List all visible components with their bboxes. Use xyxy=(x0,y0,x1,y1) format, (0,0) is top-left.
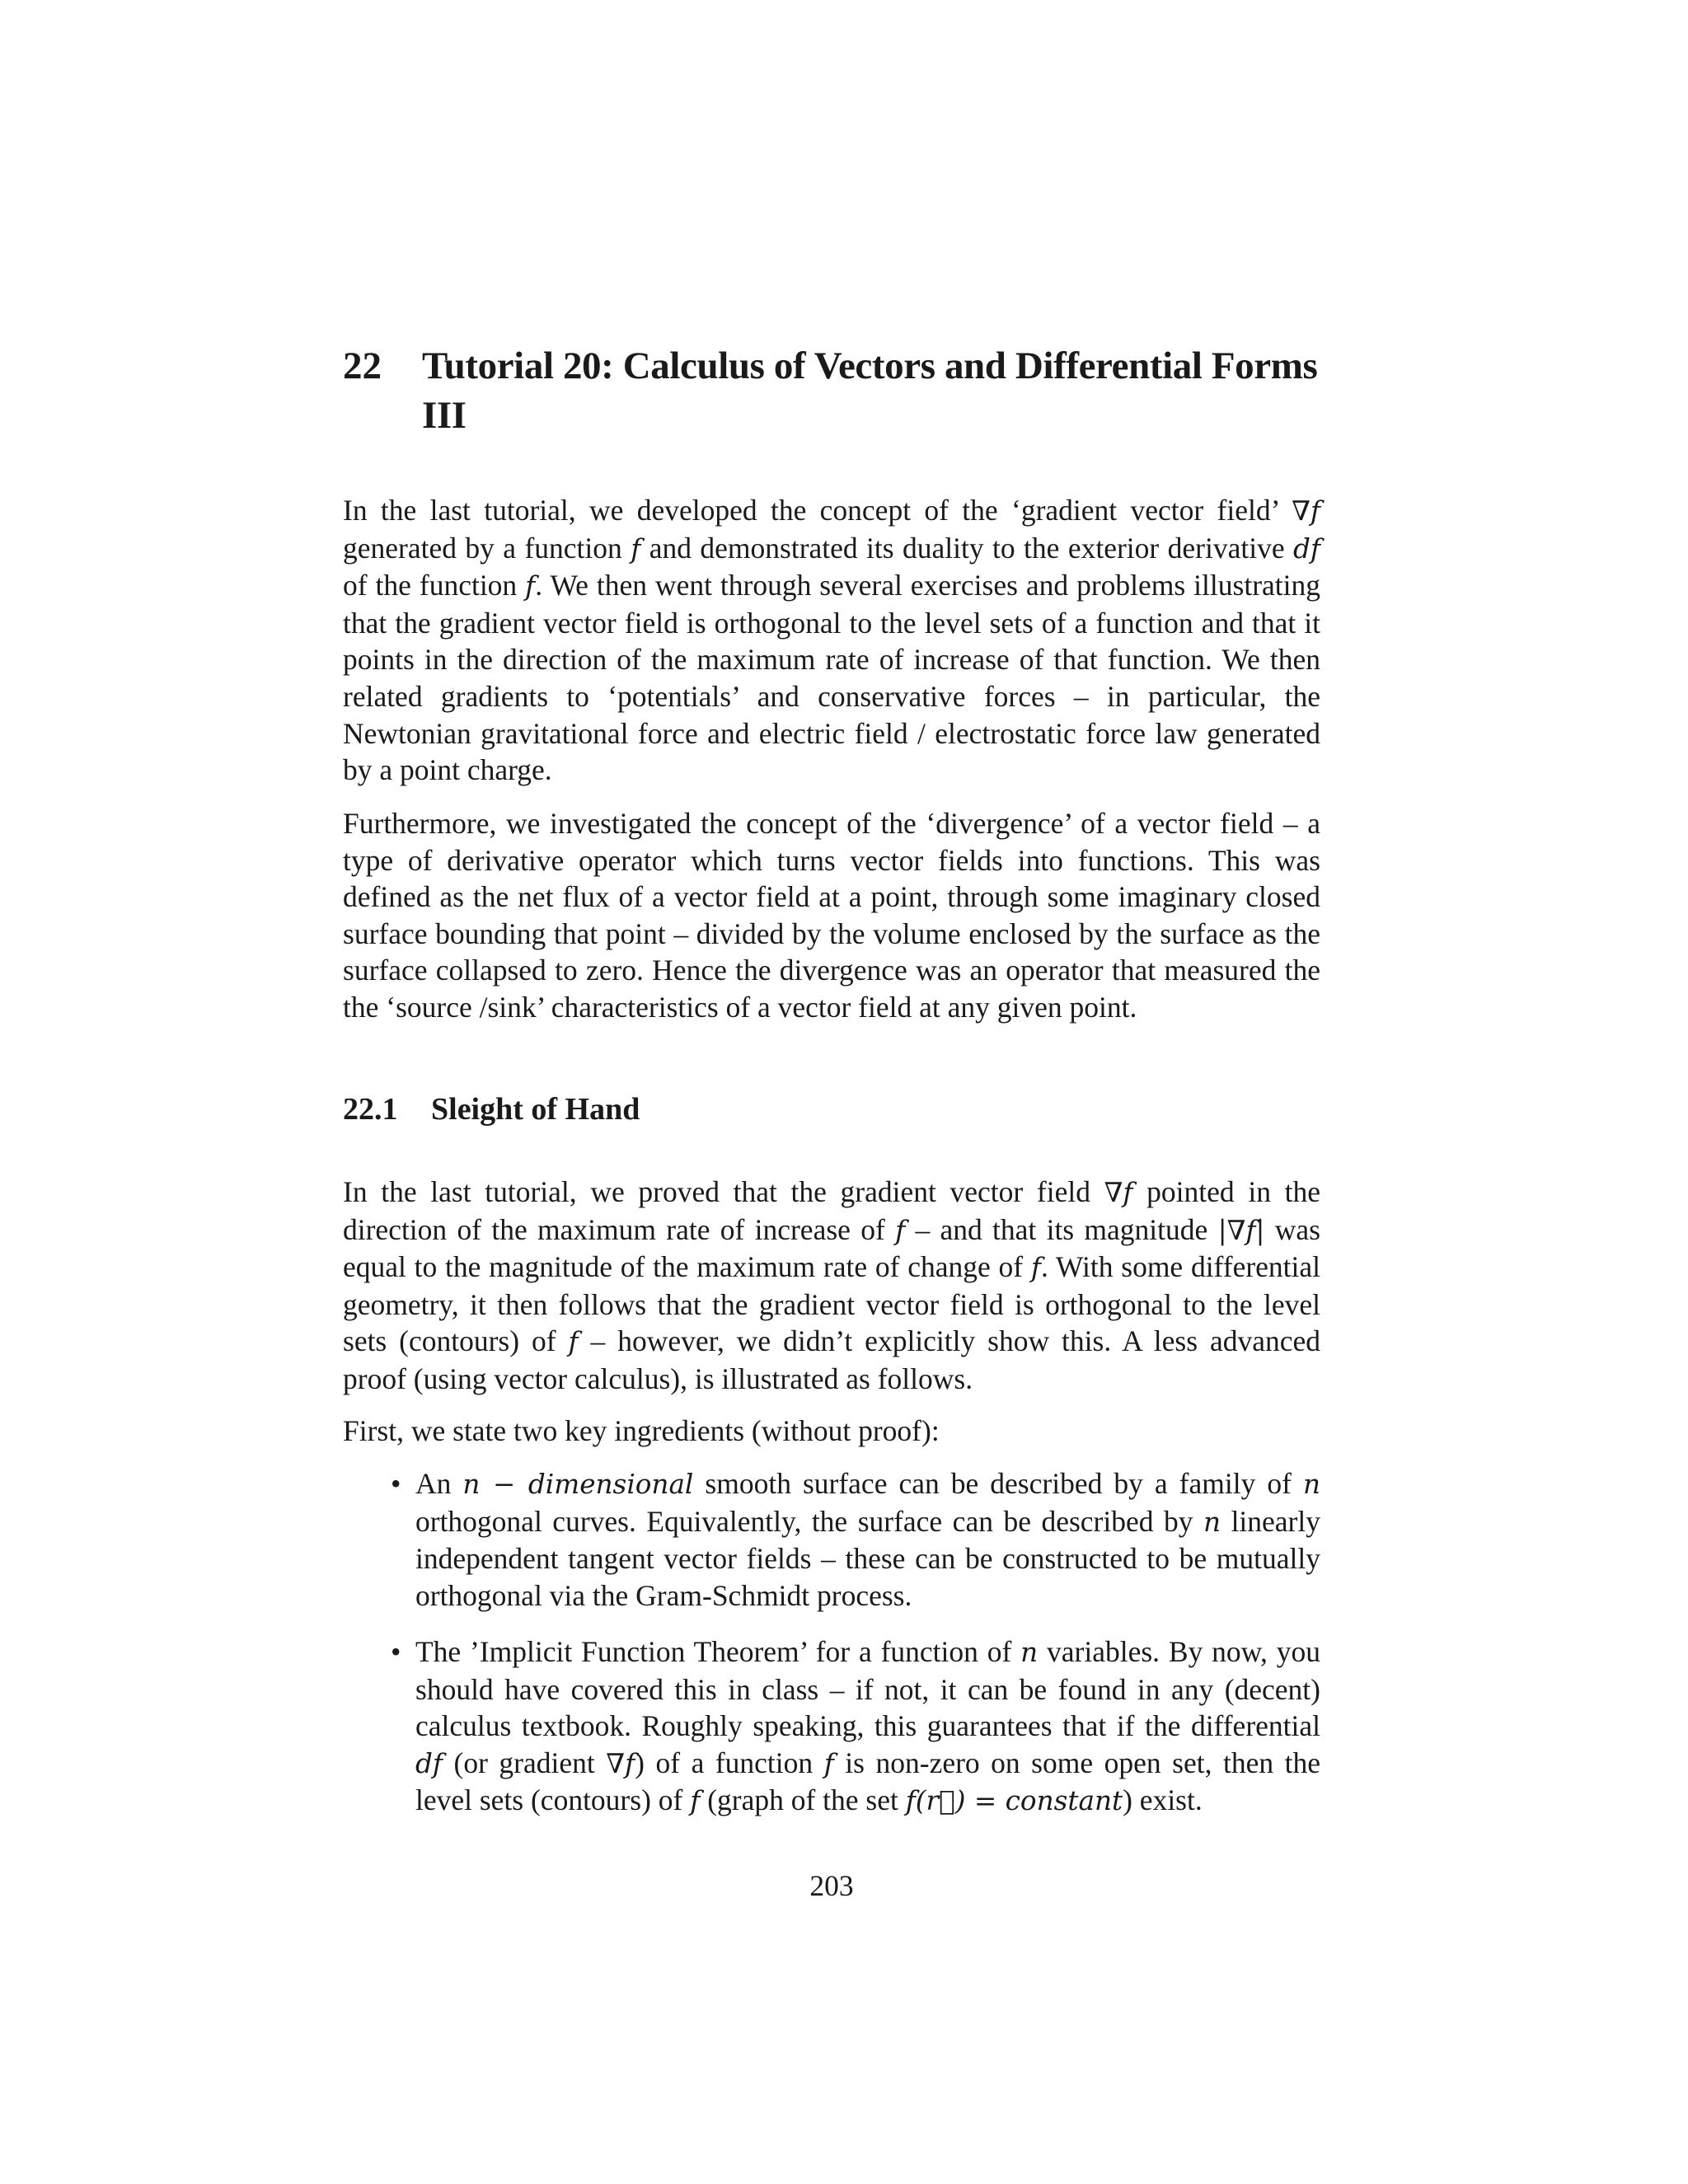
subsection-heading xyxy=(343,1090,640,1129)
math-gradient-f: ∇f xyxy=(606,1747,635,1779)
math-f: f xyxy=(568,1326,579,1358)
math-gradient-f: ∇f xyxy=(1292,495,1320,527)
math-n-dimensional: n − dimensional xyxy=(462,1469,694,1500)
page-number: 203 xyxy=(809,1869,854,1902)
subsection-paragraph-2: First, we state two key ingredients (without proof): xyxy=(343,1414,940,1447)
math-gradient-f: ∇f xyxy=(1104,1177,1133,1208)
math-f: f xyxy=(631,532,641,565)
document-page xyxy=(343,0,1320,2184)
intro-paragraph-2: Furthermore, we investigated the concept of the ‘divergence’ of a vector field – a type of derivative operator which turns vector fields into functions. This was defined as the net flux of a vector field at a point, through some imaginary closed surface bounding that point – divided by the volume enclosed by the surface as the surface collapsed to zero. Hence the divergence was an operator that measured the the ‘source /sink’ characteristics of a vector field at any given point. xyxy=(343,807,1320,1024)
subsection-number: 22.1 xyxy=(343,1092,398,1127)
math-df: df xyxy=(415,1747,443,1779)
intro-paragraph-1: In the last tutorial, we developed the concept of the ‘gradient vector field’ ∇f generated by a function f and demonstrated its duality to the exterior derivative df of the function f. We then went through several exercises and problems illustrating that the gradient vector field is orthogonal to the level sets of a function and that it points in the direction of the maximum rate of increase of that function. We then related gradients to ‘potentials’ and conservative forces – in particular, the Newtonian gravitational force and electric field / electrostatic force law generated by a point charge. xyxy=(343,494,1320,787)
bullet-icon: • xyxy=(391,1467,401,1500)
math-f: f xyxy=(895,1214,906,1246)
section-title: Tutorial 20: Calculus of Vectors and Differential Forms III xyxy=(422,344,1318,437)
list-item: • An n − dimensional smooth surface can be described by a family of n orthogonal curves. Equivalently, the surface can be described by n linearly independent tangent vector fields – these can be constructed to be mutually orthogonal via the Gram-Schmidt process. xyxy=(391,1467,1321,1612)
bullet-icon: • xyxy=(391,1635,401,1668)
math-gradient-magnitude: |∇f| xyxy=(1217,1214,1265,1246)
math-level-set-equation: f(r⃗) = constant xyxy=(905,1785,1123,1817)
subsection-paragraph-1: In the last tutorial, we proved that the gradient vector field ∇f pointed in the direction of the maximum rate of increase of f – and that its magnitude |∇f| was equal to the magnitude of the maximum rate of change of f. With some differential geometry, it then follows that the gradient vector field is orthogonal to the level sets (contours) of f – however, we didn’t explicitly show this. A less advanced proof (using vector calculus), is illustrated as follows. xyxy=(343,1175,1320,1395)
math-f: f xyxy=(690,1785,701,1817)
math-n: n xyxy=(1203,1506,1221,1538)
section-number: 22 xyxy=(343,344,382,387)
subsection-title: Sleight of Hand xyxy=(431,1092,640,1127)
math-f: f xyxy=(823,1747,834,1779)
math-df: df xyxy=(1293,532,1320,565)
section-heading xyxy=(343,341,1332,440)
math-f: f xyxy=(525,570,536,602)
math-n: n xyxy=(1020,1637,1039,1668)
list-item: • The ’Implicit Function Theorem’ for a function of n variables. By now, you should have covered this in class – if not, it can be found in any (decent) calculus textbook. Roughly speaking, this guarantees that if the differential df (or gradient ∇f) of a function f is non-zero on some open set, then the level sets (contours) of f (graph of the set f(r⃗) = constant) exist. xyxy=(391,1635,1320,1817)
math-f: f xyxy=(1030,1252,1041,1284)
math-n: n xyxy=(1302,1469,1321,1500)
